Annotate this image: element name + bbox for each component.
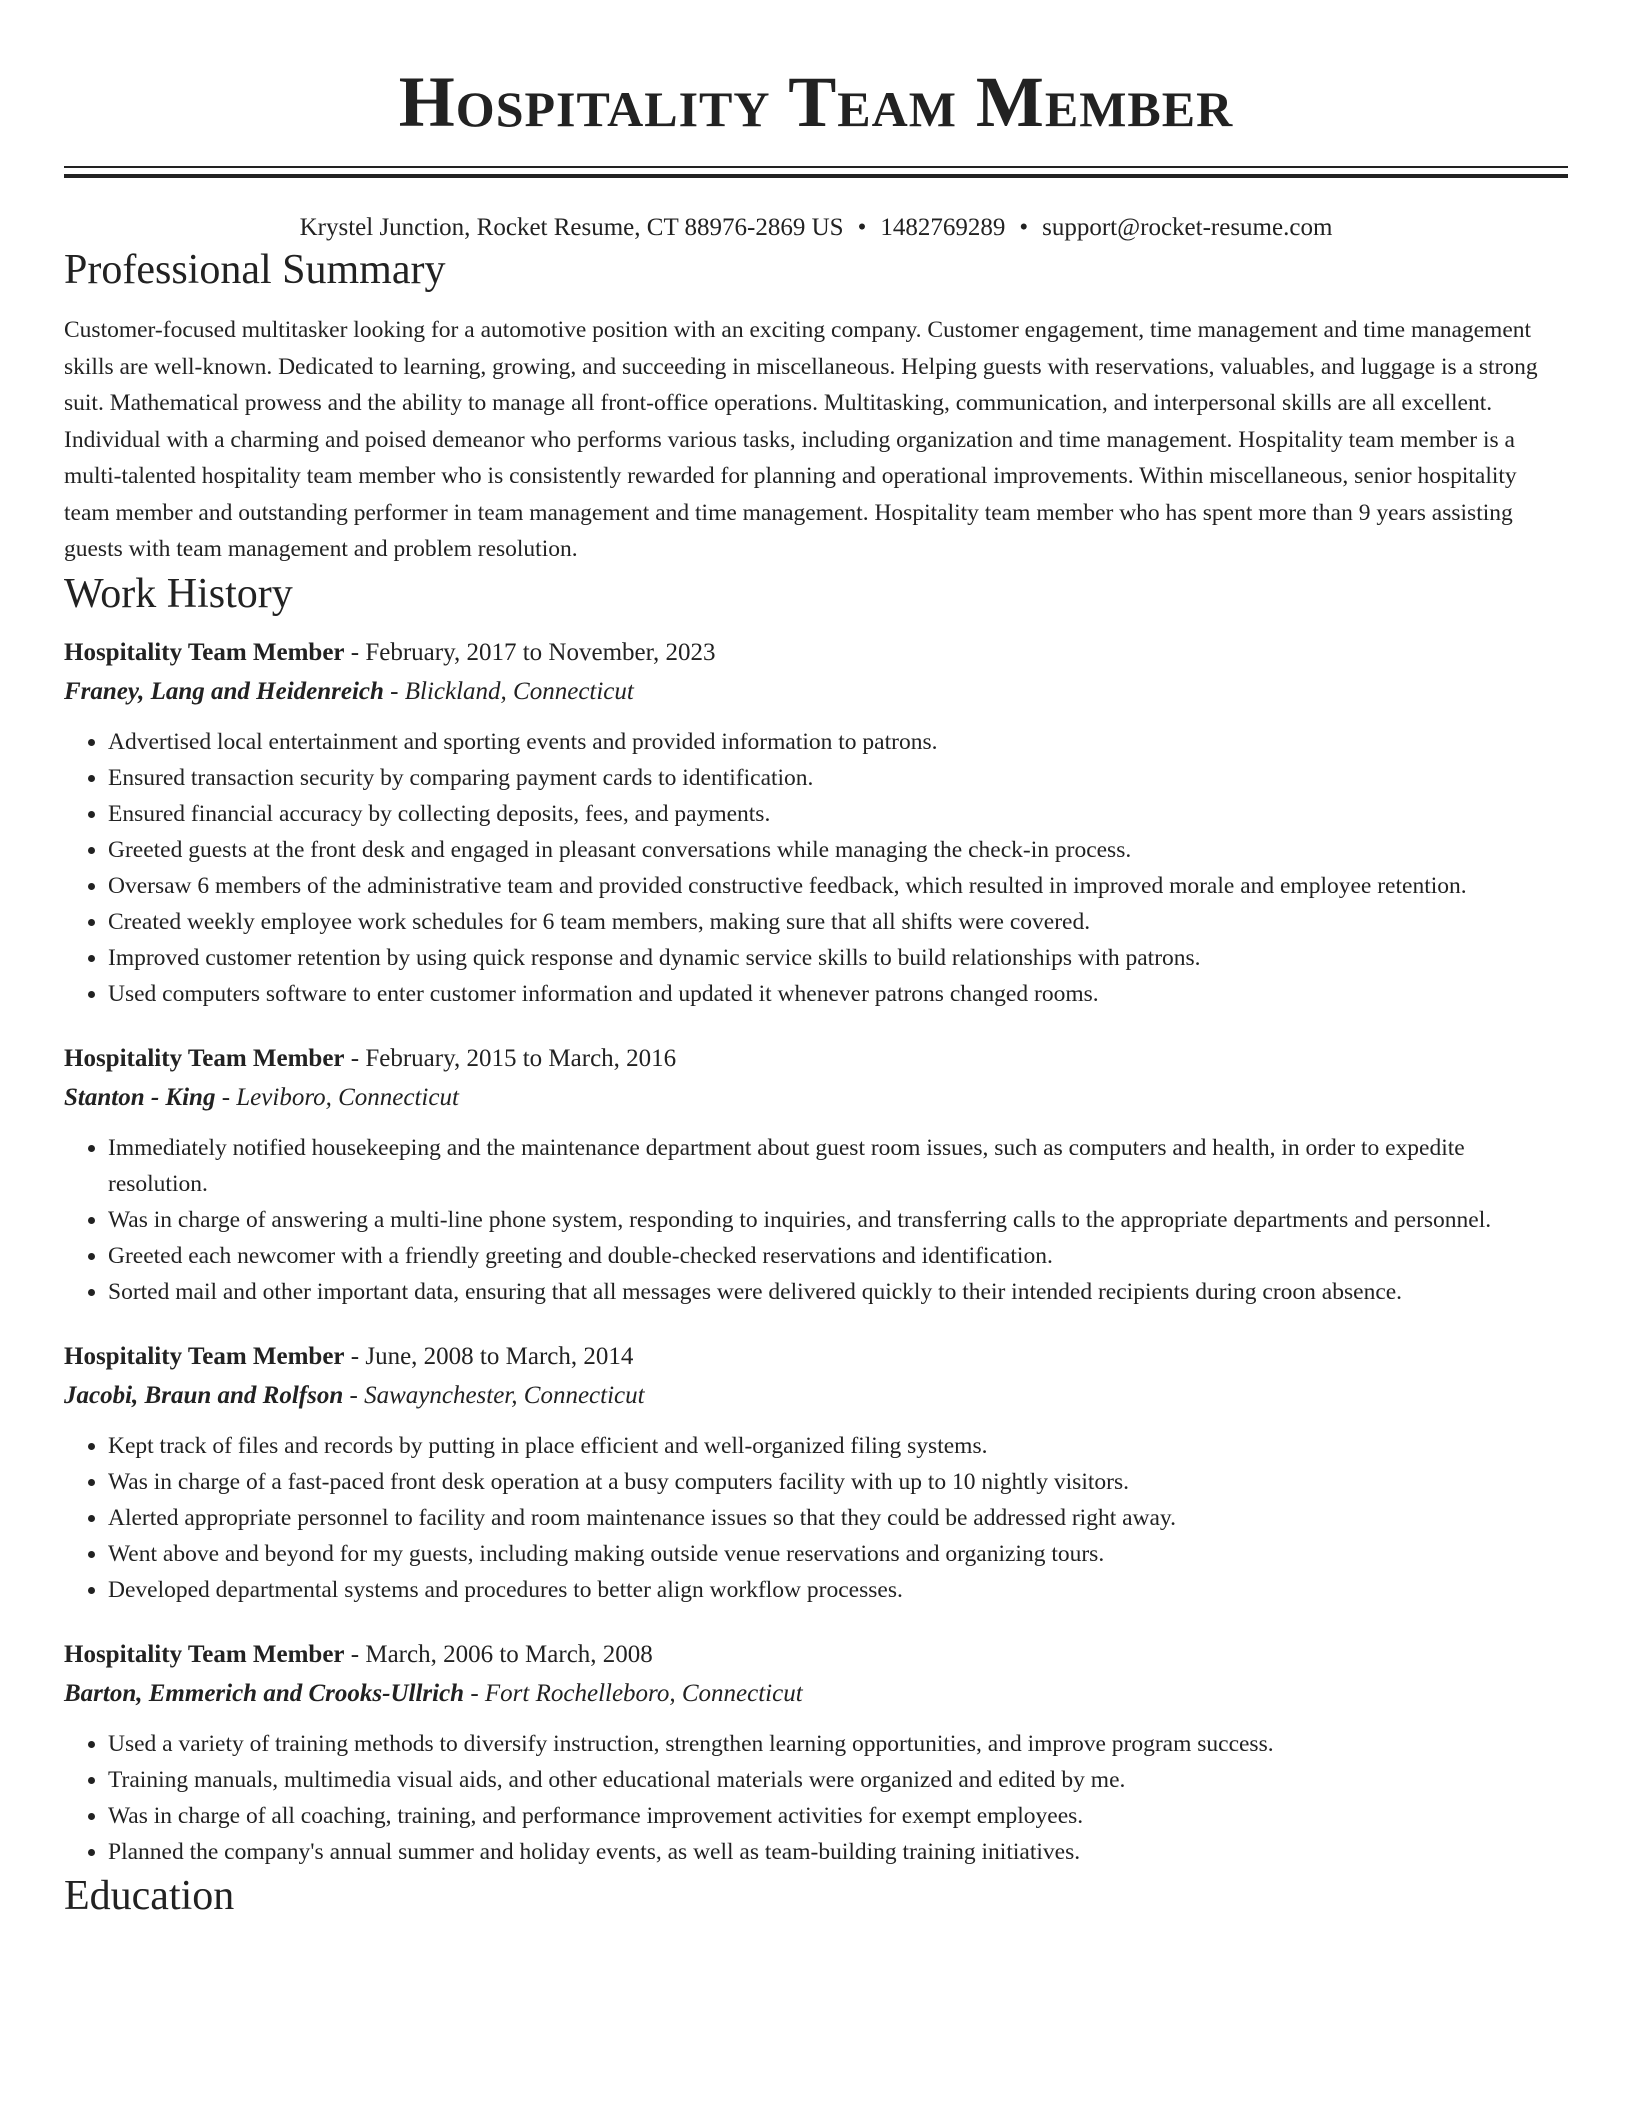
job-title-line [64,1636,1568,1674]
job-company-line [64,1376,1568,1416]
job-bullet: • Sorted mail and other important data, ensuring that all messages were delivered quickly to their intended recipients during croon absence. [108,1274,1568,1310]
job-role: Hospitality Team Member [64,1640,345,1668]
job-company-line [64,1674,1568,1714]
job-bullets [64,724,1568,1012]
contact-line [64,212,1568,244]
job-location: - Leviboro, Connecticut [215,1083,459,1111]
job-dates: - February, 2017 to November, 2023 [344,638,716,666]
work-history-heading: Work History [64,570,293,617]
job-company-line [64,1078,1568,1118]
job-bullet: • Went above and beyond for my guests, including making outside venue reservations and organizing tours. [108,1536,1568,1572]
job-bullet: • Improved customer retention by using quick response and dynamic service skills to build relationships with patrons. [108,940,1568,976]
job-dates: - February, 2015 to March, 2016 [344,1044,677,1072]
job-title-line [64,634,1568,672]
job-bullet: • Greeted each newcomer with a friendly greeting and double-checked reservations and identification. [108,1238,1568,1274]
job-company: Jacobi, Braun and Rolfson [64,1381,344,1409]
job-dates: - June, 2008 to March, 2014 [344,1342,634,1370]
job-entry [64,1040,1568,1310]
job-bullet: • Alerted appropriate personnel to facility and room maintenance issues so that they could be addressed right away. [108,1500,1568,1536]
contact-address: Krystel Junction, Rocket Resume, CT 88976-2869 US [299,214,844,241]
job-company-line [64,672,1568,712]
job-bullets [64,1726,1568,1870]
job-company: Stanton - King [64,1083,216,1111]
job-role: Hospitality Team Member [64,1044,345,1072]
job-bullets [64,1130,1568,1310]
resume-title: Hospitality Team Member [398,62,1234,142]
job-bullets [64,1428,1568,1608]
job-entry [64,1338,1568,1608]
job-location: - Fort Rochelleboro, Connecticut [464,1679,803,1707]
job-bullet: • Kept track of files and records by putting in place efficient and well-organized filing systems. [108,1428,1568,1464]
job-bullet: • Created weekly employee work schedules for 6 team members, making sure that all shifts were covered. [108,904,1568,940]
contact-separator: • [857,214,867,241]
job-dates: - March, 2006 to March, 2008 [344,1640,653,1668]
job-bullet: • Immediately notified housekeeping and the maintenance department about guest room issues, such as computers and health, in order to expedite resolution. [108,1130,1568,1202]
job-bullet: • Used computers software to enter customer information and updated it whenever patrons changed rooms. [108,976,1568,1012]
job-bullet: • Advertised local entertainment and sporting events and provided information to patrons. [108,724,1568,760]
job-bullet: • Greeted guests at the front desk and engaged in pleasant conversations while managing the check-in process. [108,832,1568,868]
job-entry [64,634,1568,1012]
job-bullet: • Training manuals, multimedia visual aids, and other educational materials were organized and edited by me. [108,1762,1568,1798]
contact-email: support@rocket-resume.com [1042,214,1333,241]
title-divider-thick [64,174,1568,178]
job-entry [64,1636,1568,1870]
contact-separator: • [1019,214,1029,241]
job-company: Barton, Emmerich and Crooks-Ullrich [64,1679,465,1707]
job-bullet: • Used a variety of training methods to diversify instruction, strengthen learning opportunities, and improve program success. [108,1726,1568,1762]
job-bullet: • Was in charge of answering a multi-line phone system, responding to inquiries, and transferring calls to the appropriate departments and personnel. [108,1202,1568,1238]
job-bullet: • Planned the company's annual summer and holiday events, as well as team-building training initiatives. [108,1834,1568,1870]
contact-phone: 1482769289 [880,214,1006,241]
job-bullet: • Ensured transaction security by comparing payment cards to identification. [108,760,1568,796]
job-role: Hospitality Team Member [64,1342,345,1370]
job-company: Franey, Lang and Heidenreich [64,677,384,705]
education-heading: Education [64,1872,235,1919]
job-bullet: • Was in charge of all coaching, training, and performance improvement activities for exempt employees. [108,1798,1568,1834]
job-location: - Sawaynchester, Connecticut [343,1381,645,1409]
summary-text: Customer-focused multitasker looking for a automotive position with an exciting company. Customer engagement, time management and time management skills are well-known. Dedicated to learning, growing, and succeeding in miscellaneous. Helping guests with reservations, valuables, and luggage is a strong suit. Mathematical prowess and the ability to manage all front-office operations. Multitasking, communication, and interpersonal skills are all excellent. Individual with a charming and poised demeanor who performs various tasks, including organization and time management. Hospitality team member is a multi-talented hospitality team member who is consistently rewarded for planning and operational improvements. Within miscellaneous, senior hospitality team member and outstanding performer in team management and time management. Hospitality team member who has spent more than 9 years assisting guests with team management and problem resolution. [64,317,1538,562]
title-divider-thin [64,166,1568,168]
job-title-line [64,1338,1568,1376]
job-location: - Blickland, Connecticut [383,677,634,705]
job-title-line [64,1040,1568,1078]
summary-heading: Professional Summary [64,247,446,293]
job-bullet: • Developed departmental systems and procedures to better align workflow processes. [108,1572,1568,1608]
job-bullet: • Oversaw 6 members of the administrative team and provided constructive feedback, which resulted in improved morale and employee retention. [108,868,1568,904]
job-bullet: • Was in charge of a fast-paced front desk operation at a busy computers facility with up to 10 nightly visitors. [108,1464,1568,1500]
job-role: Hospitality Team Member [64,638,345,666]
job-bullet: • Ensured financial accuracy by collecting deposits, fees, and payments. [108,796,1568,832]
